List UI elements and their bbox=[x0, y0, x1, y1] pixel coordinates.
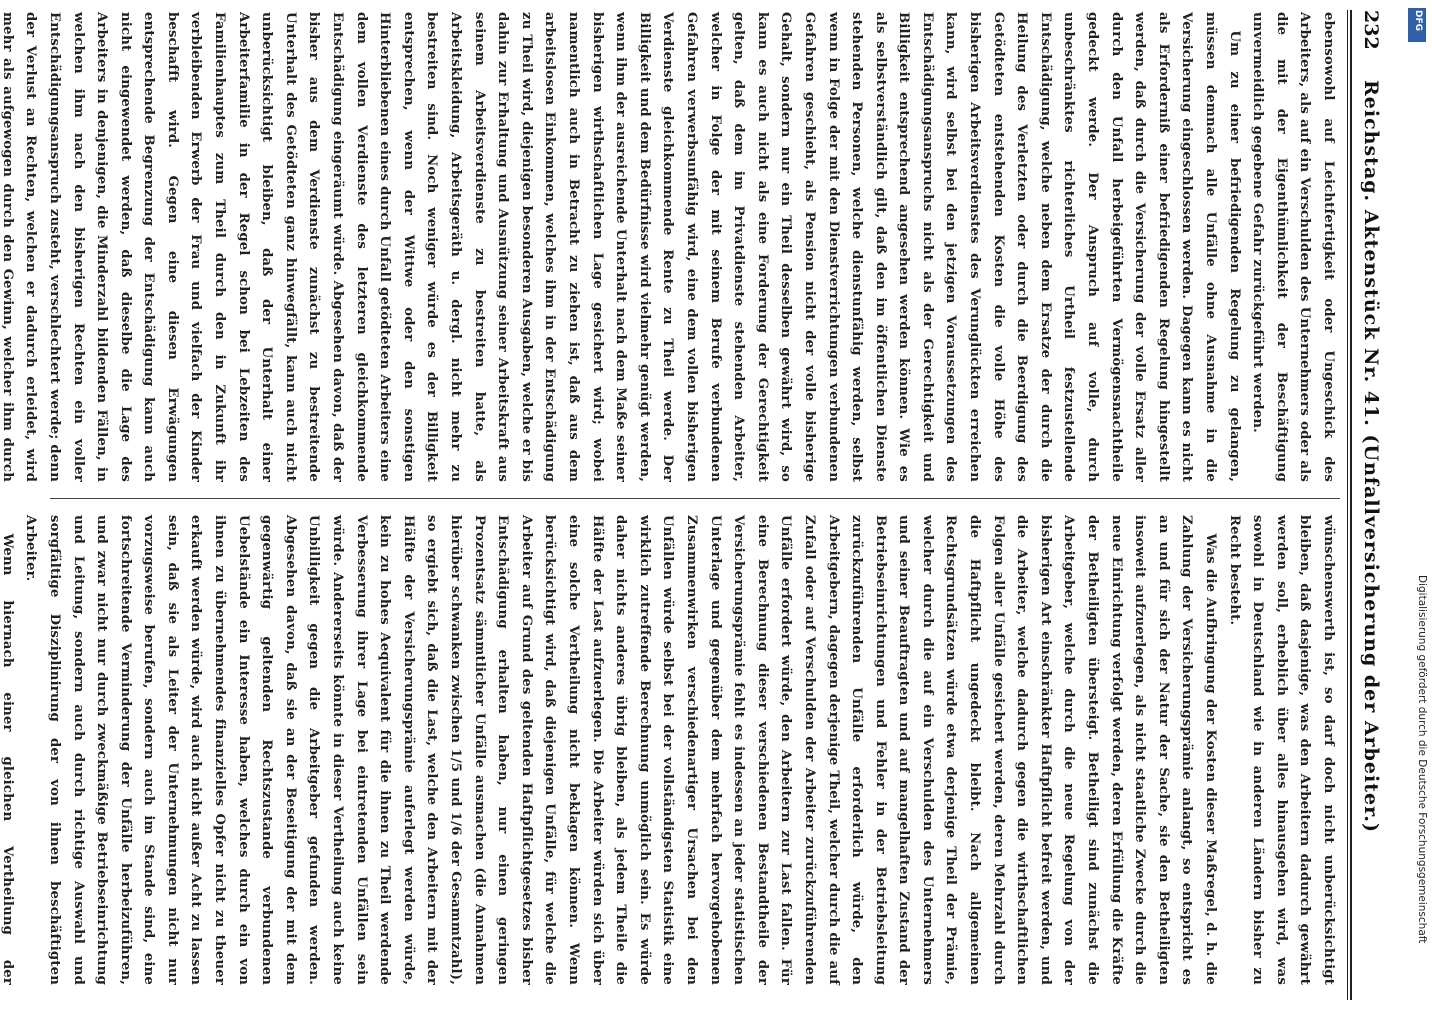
paragraph: Was die Aufbringung der Kosten dieser Maßregel, d. h. die Zahlung der Versicherungsprämie anlangt, so entspricht es an und für sich der Natur der Sache, sie den Betheiligten insoweit aufzuerlegen, als nicht staatliche Zwecke durch die neue Einrichtung verfolgt werden, deren Erfüllung die Kräfte der Betheiligten übersteigt. Betheiligt sind zunächst die Arbeitgeber, welche durch die neue Regelung von der bisherigen Art einschränkter Haftpflicht befreit werden, und die Arbeiter, welche dadurch gegen die wirthschaftlichen Folgen aller Unfälle gesichert werden, deren Mehrzahl durch die Haftpflicht ungedeckt bleibt. Nach allgemeinen Rechtsgrundsätzen würde etwa derjenige Theil der Prämie, welcher durch die auf ein Verschulden des Unternehmers und seiner Beauftragten und auf mangelhaften Zustand der Betriebseinrichtungen und Fehler in der Betriebsleitung zurückzuführenden Unfälle erforderlich würde, den Arbeitgebern, dagegen derjenige Theil, welcher durch die auf Zufall oder auf Verschulden der Arbeiter zurückzuführenden Unfälle erfordert würde, den Arbeitern zur Last fallen. Für eine Berechnung dieser verschiedenen Bestandtheile der Versicherungsprämie fehlt es indessen an jeder statistischen Unterlage und gegenüber dem mehrfach hervorgehobenen Zusammenwirken verschiedenartiger Ursachen bei den Unfällen würde selbst bei der vollständigsten Statistik eine wirklich zutreffende Berechnung unmöglich sein. Es würde daher nichts anderes übrig bleiben, als jedem Theile die Hälfte der Last aufzuerlegen. Die Arbeiter würden sich über eine solche Vertheilung nicht beklagen können. Wenn berücksichtigt wird, daß diejenigen Unfälle, für welche die Arbeiter auf Grund des geltenden Haftpflichtgesetzes bisher Entschädigung erhalten haben, nur einen geringen Prozentsatz sämmtlicher Unfälle ausmachen (die Annahmen hierüber schwanken zwischen 1/5 und 1/6 der Gesammtzahl), so ergiebt sich, daß die Last, welche den Arbeitern mit der Hälfte der Versicherungsprämie auferlegt werden würde, kein zu hohes Aequivalent für die ihnen zu Theil werdende Verbesserung ihrer Lage bei eintretenden Unfällen sein würde. Andererseits könnte in dieser Vertheilung auch keine Unbilligkeit gegen die Arbeitgeber gefunden werden. Abgesehen davon, daß sie an der Beseitigung der mit dem gegenwärtig geltenden Rechtszustande verbundenen Uebelstände ein Interesse haben, welches durch ein von ihnen zu übernehmendes finanzielles Opfer nicht zu theuer erkauft werden würde, wird auch nicht außer Acht zu lassen sein, daß sie als Leiter der Unternehmungen nicht nur vorzugsweise berufen, sondern auch im Stande sind, eine fortschreitende Verminderung der Unfälle herbeizuführen, und zwar nicht nur durch zweckmäßige Betriebseinrichtung und Leitung, sondern auch durch richtige Auswahl und sorgfältige Disziplinirung der von ihnen beschäftigten Arbeiter. bbox=[23, 515, 1219, 985]
page-number: 232 bbox=[1360, 10, 1382, 50]
header-rule bbox=[1350, 10, 1352, 1000]
dfg-logo-text: DFG bbox=[1413, 10, 1423, 32]
dfg-logo bbox=[1408, 8, 1426, 42]
header-rule-thin bbox=[1347, 10, 1348, 1000]
paragraph: ebensowohl auf Leichtfertigkeit oder Ungeschick des Arbeiters, als auf ein Verschulden des Unternehmers oder als die mit der Eigenthümlichkeit der Beschäftigung unvermeidlich gegebene Gefahr zurückgeführt werden. bbox=[1250, 12, 1336, 482]
paragraph: wünschenswerth ist, so darf doch nicht unberücksichtigt bleiben, daß dasjenige, was den Arbeitern dadurch gewährt werden soll, erheblich über alles hinausgehen wird, was sowohl in Deutschland wie in anderen Ländern bisher zu Recht besteht. bbox=[1226, 515, 1336, 985]
paragraph: Wenn hiernach einer gleichen Vertheilung der bbox=[0, 533, 15, 985]
column-divider bbox=[50, 498, 1340, 499]
text-column-left bbox=[0, 12, 1340, 482]
running-title: Reichstag. Aktenstück Nr. 41. (Unfallversicherung der Arbeiter.) bbox=[1360, 80, 1382, 833]
funding-note: Digitalisierung gefördert durch die Deutsche Forschungsgemeinschaft bbox=[1416, 575, 1428, 944]
paragraph: Um zu einer befriedigenden Regelung zu gelangen, müssen demnach alle Unfälle ohne Ausnahme in die Versicherung eingeschlossen werden. Dagegen kann es nicht als Erforderniß einer befriedigenden Regelung hingestellt werden, daß durch die Versicherung der volle Ersatz aller durch den Unfall herbeigeführten Vermögensnachtheile gedeckt werde. Der Anspruch auf volle, durch unbeschränktes richterliches Urtheil festzustellende Entschädigung, welche neben dem Ersatze der durch die Heilung des Verletzten oder durch die Beerdigung des Getödteten entstehenden Kosten die volle Höhe des bisherigen Arbeitsverdienstes des Verunglückten erreichen kann, wird selbst bei den jetzigen Voraussetzungen des Entschädigungsanspruchs nicht als der Gerechtigkeit und Billigkeit entsprechend angesehen werden können. Wie es als selbstverständlich gilt, daß den im öffentlichen Dienste stehenden Personen, welche dienstunfähig werden, selbst wenn in Folge der mit den Dienstverrichtungen verbundenen Gefahren geschieht, als Pension nicht der volle bisherige Gehalt, sondern nur ein Theil desselben gewährt wird, so kann es auch nicht als eine Forderung der Gerechtigkeit gelten, daß dem im Privatdienste stehenden Arbeiter, welcher in Folge der mit seinem Berufe verbundenen Gefahren verwerbsunfähig wird, eine dem vollen bisherigen Verdienste gleichkommende Rente zu Theil werde. Der Billigkeit und dem Bedürfnisse wird vielmehr genügt werden, wenn ihm der ausreichende Unterhalt nach dem Maße seiner bisherigen wirthschaftlichen Lage gesichert wird; wobei namentlich auch in Betracht zu ziehen ist, daß aus dem arbeitslosen Einkommen, welches ihm in der Entschädigung zu Theil wird, diejenigen besonderen Ausgaben, welche er bis dahin zur Erhaltung und Ausnützung seiner Arbeitskraft aus seinem Arbeitsverdienste zu bestreiten hatte, als Arbeitskleidung, Arbeitsgeräth u. dergl. nicht mehr zu bestreiten sind. Noch weniger würde es der Billigkeit entsprechen, wenn der Wittwe oder den sonstigen Hinterbliebenen eines durch Unfall getödteten Arbeiters eine dem vollen Verdienste des letzteren gleichkommende Entschädigung eingeräumt würde. Abgesehen davon, daß der bisher aus dem Verdienste zunächst zu bestreitende Unterhalt des Getödteten ganz hinwegfällt, kann auch nicht unberücksichtigt bleiben, daß der Unterhalt einer Arbeiterfamilie in der Regel schon bei Lebzeiten des Familienhauptes zum Theil durch den in Zukunft ihr verbleibenden Erwerb der Frau und vielfach der Kinder beschafft wird. Gegen eine diesen Erwägungen entsprechende Begrenzung der Entschädigung kann auch nicht eingewendet werden, daß dieselbe die Lage des Arbeiters in denjenigen, die Minderzahl bildenden Fällen, in welchen ihm nach den bisherigen Rechten ein voller Entschädigungsanspruch zusteht, verschlechtert werde; denn der Verlust an Rechten, welchen er dadurch erleidet, wird mehr als aufgewogen durch den Gewinn, welcher ihm durch bbox=[0, 12, 1242, 482]
text-column-right bbox=[0, 515, 1340, 985]
page-header bbox=[1352, 10, 1392, 1010]
